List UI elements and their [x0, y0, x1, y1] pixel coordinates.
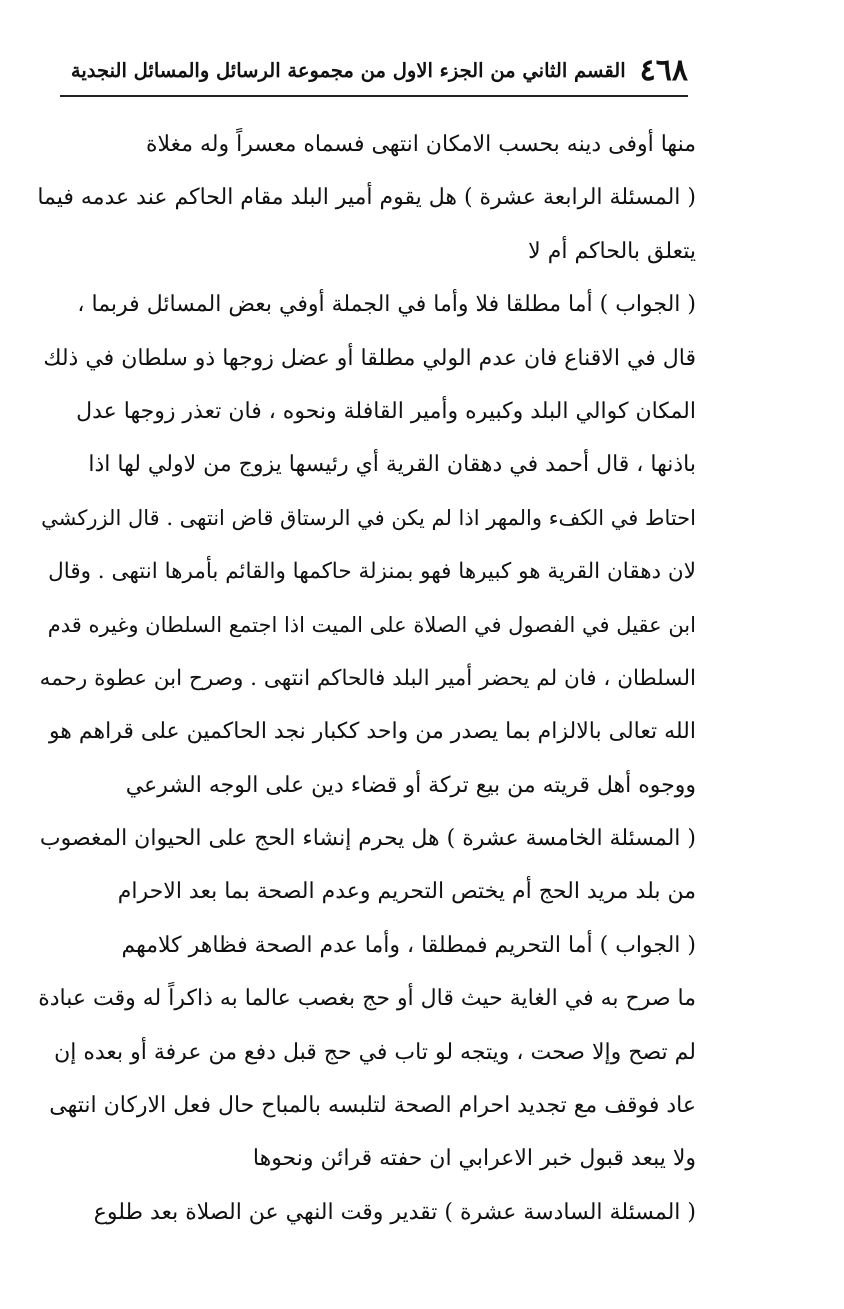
- text-line: احتاط في الكفء والمهر اذا لم يكن في الرستاق قاض انتهى . قال الزركشي: [41, 505, 696, 530]
- text-line: يتعلق بالحاكم أم لا: [528, 238, 696, 264]
- text-line: المكان كوالي البلد وكبيره وأمير القافلة ونحوه ، فان تعذر زوجها عدل: [76, 398, 696, 424]
- text-line: ما صرح به في الغاية حيث قال أو حج بغصب عالما به ذاكراً له وقت عبادة: [38, 986, 696, 1012]
- text-line: ( المسئلة السادسة عشرة ) تقدير وقت النهي عن الصلاة بعد طلوع: [93, 1199, 696, 1225]
- text-line: ( الجواب ) أما مطلقا فلا وأما في الجملة أوفي بعض المسائل فربما ،: [77, 292, 696, 318]
- header-divider: [60, 95, 688, 97]
- text-line: ووجوه أهل قريته من بيع تركة أو قضاء دين على الوجه الشرعي: [125, 772, 696, 798]
- running-title: القسم الثاني من الجزء الاول من مجموعة الرسائل والمسائل النجدية: [70, 59, 626, 83]
- text-line: قال في الاقناع فان عدم الولي مطلقا أو عضل زوجها ذو سلطان في ذلك: [43, 345, 696, 371]
- body-text: [36, 118, 696, 1239]
- text-line: ولا يبعد قبول خبر الاعرابي ان حفته قرائن ونحوها: [252, 1146, 696, 1172]
- text-line: ( المسئلة الخامسة عشرة ) هل يحرم إنشاء الحج على الحيوان المغصوب: [39, 826, 696, 852]
- text-line: لم تصح وإلا صحت ، ويتجه لو تاب في حج قبل دفع من عرفة أو بعده إن: [54, 1039, 696, 1065]
- page-number: ٤٦٨: [639, 53, 688, 88]
- text-line: لان دهقان القرية هو كبيرها فهو بمنزلة حاكمها والقائم بأمرها انتهى . وقال: [48, 559, 696, 585]
- text-line: ( المسئلة الرابعة عشرة ) هل يقوم أمير البلد مقام الحاكم عند عدمه فيما: [37, 185, 696, 211]
- text-line: السلطان ، فان لم يحضر أمير البلد فالحاكم انتهى . وصرح ابن عطوة رحمه: [39, 665, 696, 691]
- text-line: ( الجواب ) أما التحريم فمطلقا ، وأما عدم الصحة فظاهر كلامهم: [121, 932, 696, 958]
- text-line: عاد فوقف مع تجديد احرام الصحة لتلبسه بالمباح حال فعل الاركان انتهى: [49, 1093, 696, 1119]
- text-line: ابن عقيل في الفصول في الصلاة على الميت اذا اجتمع السلطان وغيره قدم: [47, 612, 696, 637]
- page-header: [60, 48, 688, 94]
- text-line: من بلد مريد الحج أم يختص التحريم وعدم الصحة بما بعد الاحرام: [117, 879, 696, 905]
- text-line: الله تعالى بالالزام بما يصدر من واحد ككبار نجد الحاكمين على قراهم هو: [48, 719, 696, 745]
- text-line: منها أوفى دينه بحسب الامكان انتهى فسماه معسراً وله مغلاة: [145, 132, 696, 157]
- text-line: باذنها ، قال أحمد في دهقان القرية أي رئيسها يزوج من لاولي لها اذا: [88, 452, 696, 478]
